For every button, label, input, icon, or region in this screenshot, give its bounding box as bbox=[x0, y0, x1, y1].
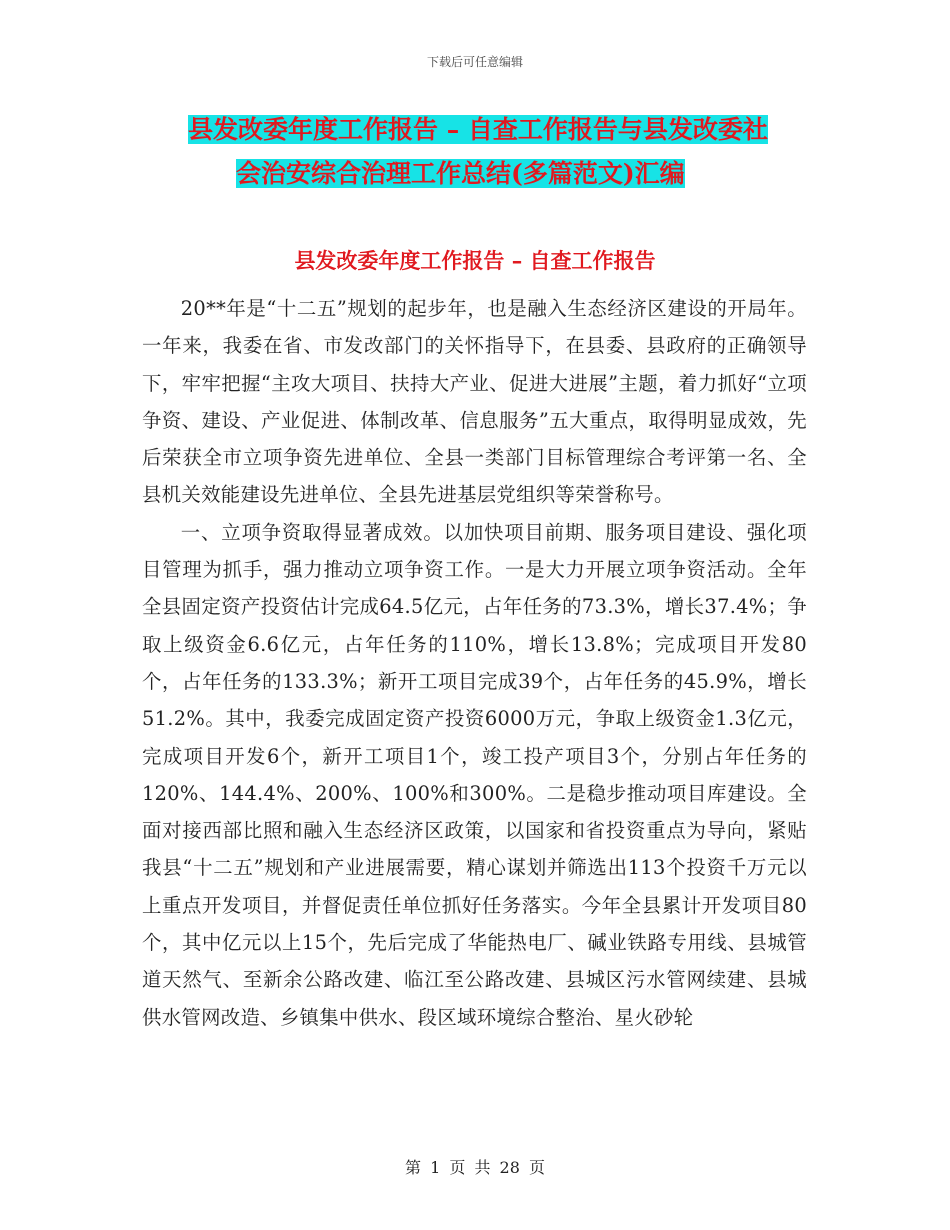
body-text bbox=[142, 290, 807, 1036]
document-title-line-2: 会治安综合治理工作总结(多篇范文)汇编 bbox=[236, 159, 685, 188]
paragraph: 20**年是“十二五”规划的起步年，也是融入生态经济区建设的开局年。一年来，我委在省、市发改部门的关怀指导下，在县委、县政府的正确领导下，牢牢把握“主攻大项目、扶持大产业、促进大进展”主题，着力抓好“立项争资、建设、产业促进、体制改革、信息服务”五大重点，取得明显成效，先后荣获全市立项争资先进单位、全县一类部门目标管理综合考评第一名、全县机关效能建设先进单位、全县先进基层党组织等荣誉称号。 bbox=[142, 297, 807, 507]
document-title-line-1: 县发改委年度工作报告 – 自查工作报告与县发改委社 bbox=[188, 115, 768, 144]
header-note: 下载后可任意编辑 bbox=[426, 55, 523, 69]
section-title: 县发改委年度工作报告 – 自查工作报告 bbox=[294, 248, 656, 273]
page-footer: 第 1 页 共 28 页 bbox=[405, 1158, 545, 1177]
paragraph: 一、立项争资取得显著成效。以加快项目前期、服务项目建设、强化项目管理为抓手，强力推动立项争资工作。一是大力开展立项争资活动。全年全县固定资产投资估计完成64.5亿元，占年任务的73.3%，增长37.4%；争取上级资金6.6亿元，占年任务的110%，增长13.8%；完成项目开发80个，占年任务的133.3%；新开工项目完成39个，占年任务的45.9%，增长51.2%。其中，我委完成固定资产投资6000万元，争取上级资金1.3亿元，完成项目开发6个，新开工项目1个，竣工投产项目3个，分别占年任务的120%、144.4%、200%、100%和300%。二是稳步推动项目库建设。全面对接西部比照和融入生态经济区政策，以国家和省投资重点为导向，紧贴我县“十二五”规划和产业进展需要，精心谋划并筛选出113个投资千万元以上重点开发项目，并督促责任单位抓好任务落实。今年全县累计开发项目80个，其中亿元以上15个，先后完成了华能热电厂、碱业铁路专用线、县城管道天然气、至新余公路改建、临江至公路改建、县城区污水管网续建、县城供水管网改造、乡镇集中供水、段区域环境综合整治、星火砂轮 bbox=[142, 520, 807, 1029]
